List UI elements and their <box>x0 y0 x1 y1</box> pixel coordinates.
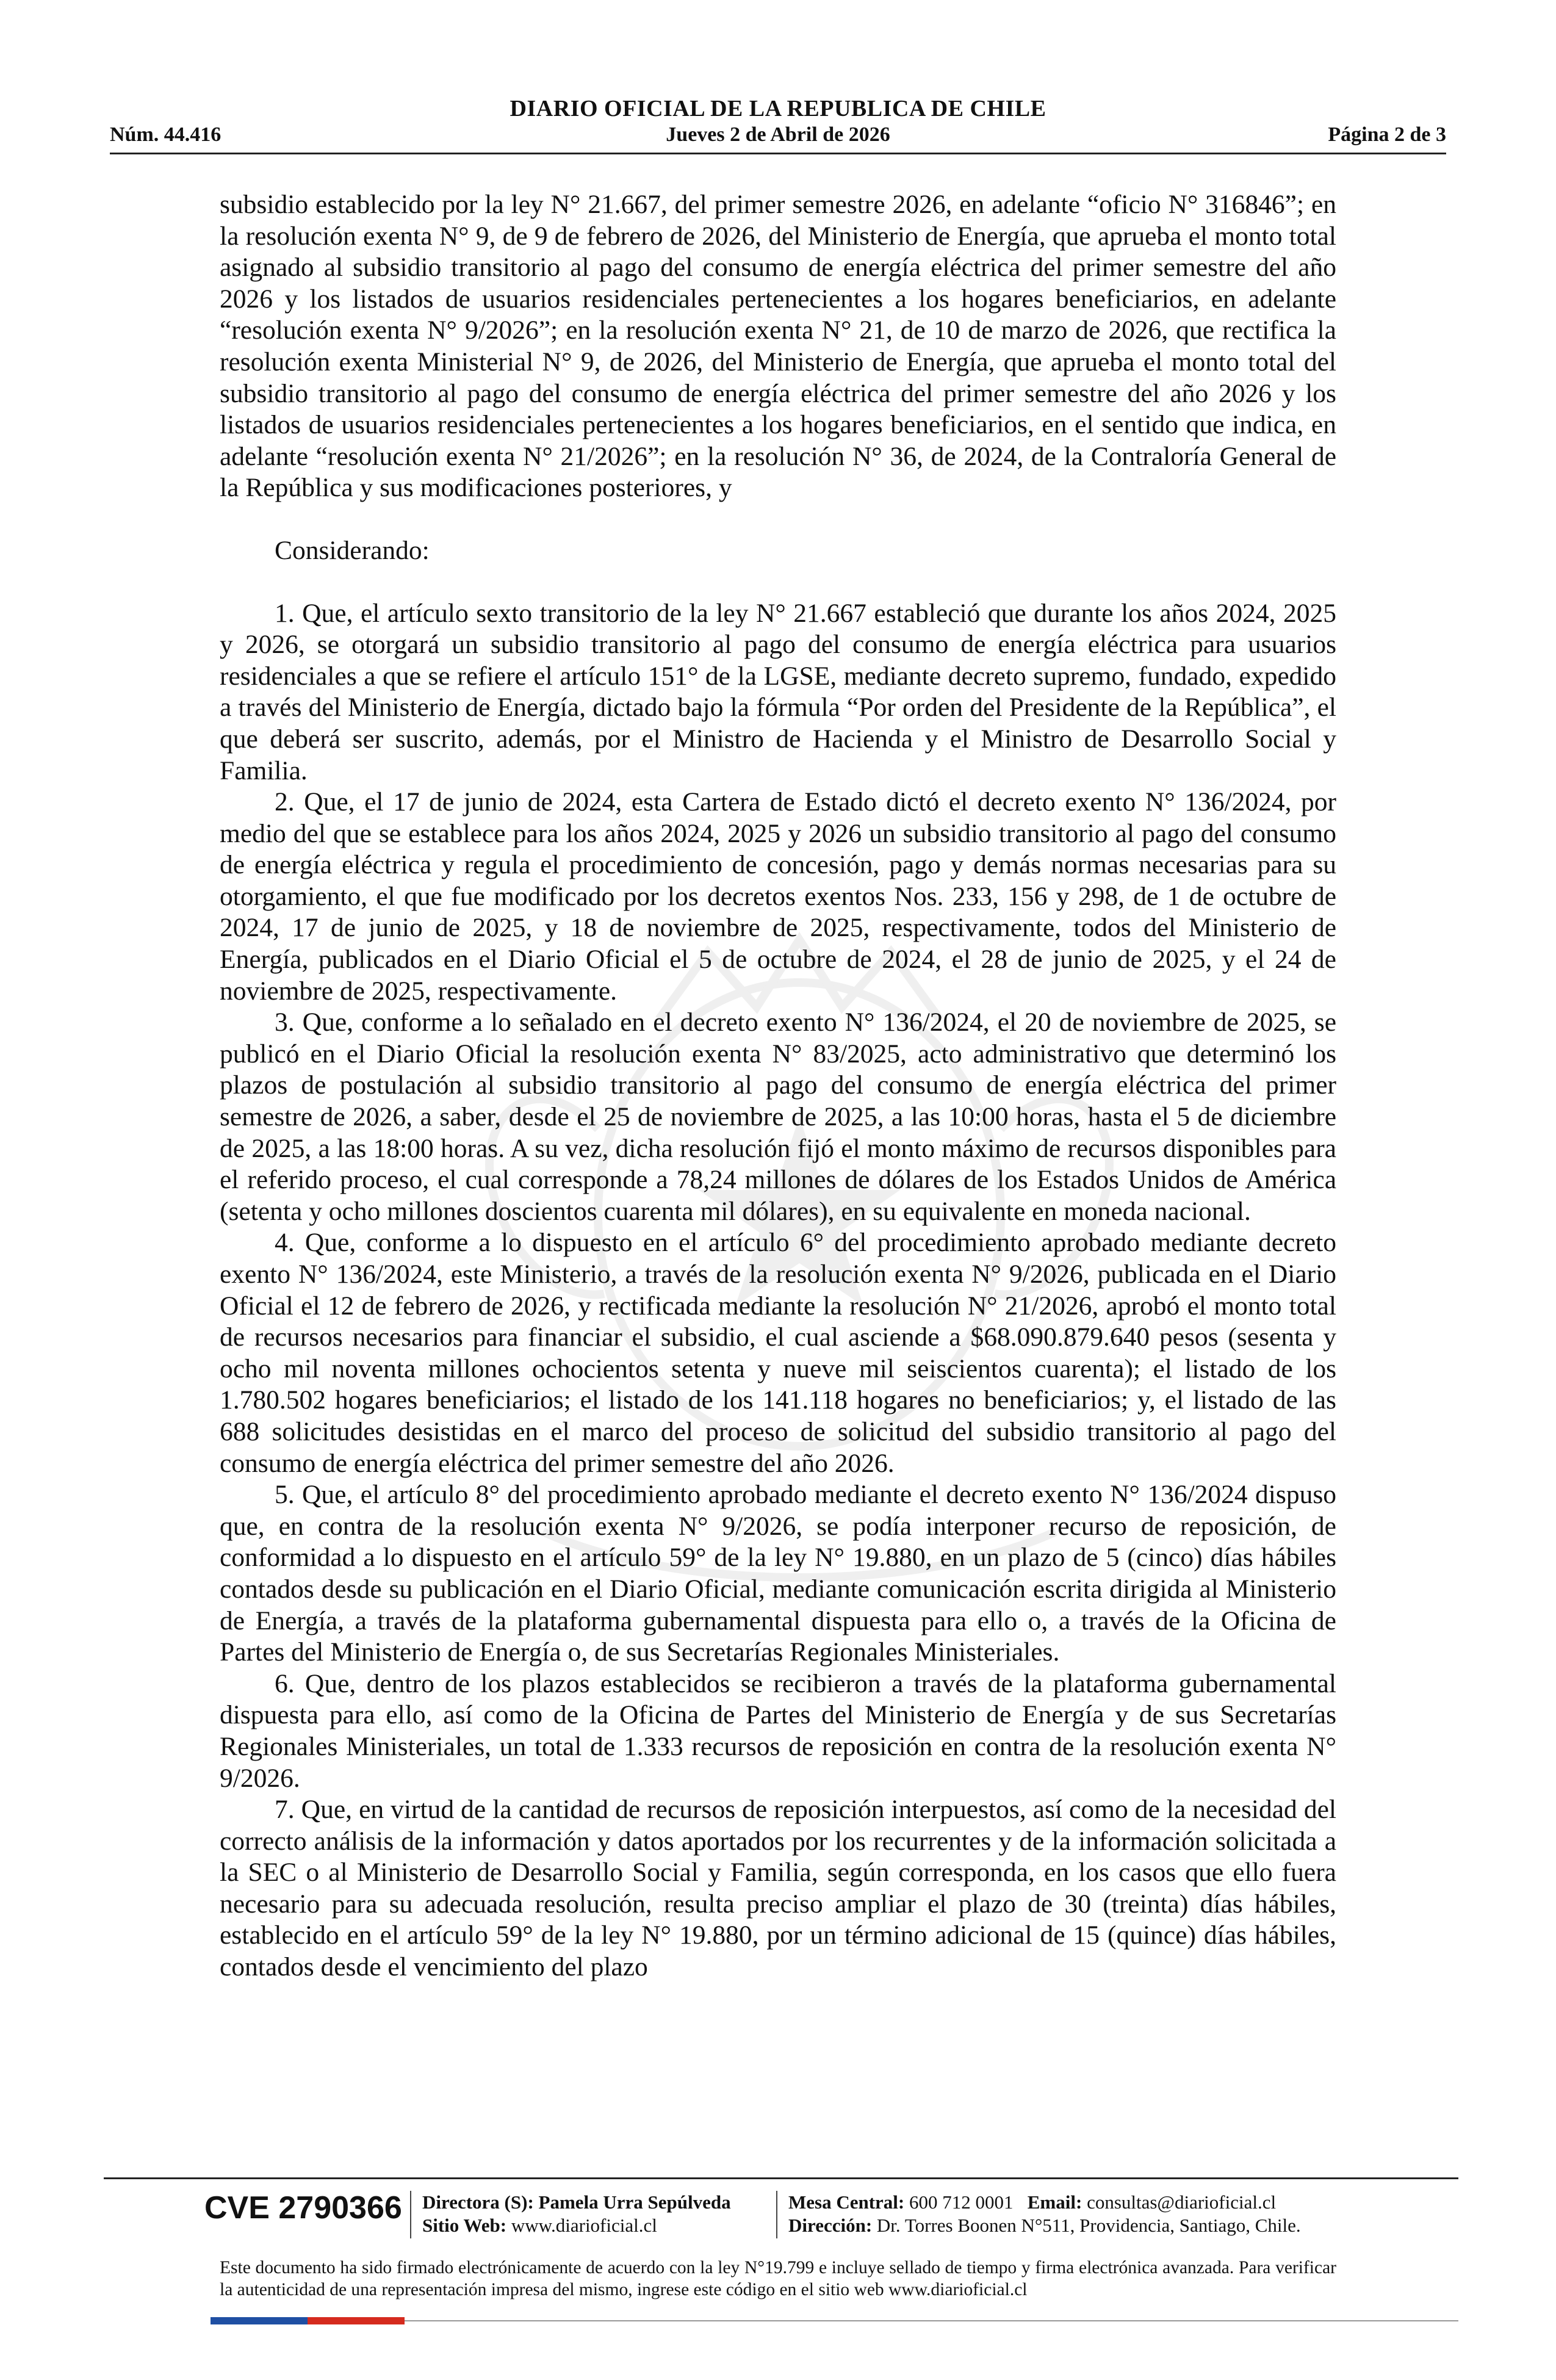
director-label: Directora (S): <box>422 2191 534 2213</box>
intro-paragraph: subsidio establecido por la ley N° 21.667, del primer semestre 2026, en adelante “oficio N° 316846”; en la resolución exenta N° 9, de 9 de febrero de 2026, del Ministerio de Energía, que aprueba el monto total asignado al subsidio transitorio al pago del consumo de energía eléctrica del primer semestre del año 2026 y los listados de usuarios residenciales pertenecientes a los hogares beneficiarios, en adelante “resolución exenta N° 9/2026”; en la resolución exenta N° 21, de 10 de marzo de 2026, que rectifica la resolución exenta Ministerial N° 9, de 2026, del Ministerio de Energía, que aprueba el monto total del subsidio transitorio al pago del consumo de energía eléctrica del primer semestre del año 2026 y los listados de usuarios residenciales pertenecientes a los hogares beneficiarios, en el sentido que indica, en adelante “resolución exenta N° 21/2026”; en la resolución N° 36, de 2024, de la Contraloría General de la República y sus modificaciones posteriores, y <box>220 190 1336 503</box>
footer-bottom-rule <box>405 2320 1458 2321</box>
considerando-item-7: 7. Que, en virtud de la cantidad de recursos de reposición interpuestos, así como de la necesidad del correcto análisis de la información y datos aportados por los recurrentes y de la información solicitada a la SEC o al Ministerio de Desarrollo Social y Familia, según corresponda, en los casos que ello fuera necesario para su adecuada resolución, resulta preciso ampliar el plazo de 30 (treinta) días hábiles, establecido en el artículo 59° de la ley N° 19.880, por un término adicional de 15 (quince) días hábiles, contados desde el vencimiento del plazo <box>220 1795 1336 1982</box>
considerando-item-5: 5. Que, el artículo 8° del procedimiento aprobado mediante el decreto exento N° 136/2024 dispuso que, en contra de la resolución exenta N° 9/2026, se podía interponer recurso de reposición, de conformidad a lo dispuesto en el artículo 59° de la ley N° 19.880, en un plazo de 5 (cinco) días hábiles contados desde su publicación en el Diario Oficial, mediante comunicación escrita dirigida al Ministerio de Energía, a través de la plataforma gubernamental dispuesta para ello o, a través de la Oficina de Partes del Ministerio de Energía o, de sus Secretarías Regionales Ministeriales. <box>220 1480 1336 1667</box>
phone-label: Mesa Central: <box>788 2191 905 2213</box>
website-link[interactable]: www.diarioficial.cl <box>511 2215 657 2236</box>
newspaper-title: DIARIO OFICIAL DE LA REPUBLICA DE CHILE <box>510 96 1046 121</box>
considerando-item-1: 1. Que, el artículo sexto transitorio de la ley N° 21.667 estableció que durante los años 2024, 2025 y 2026, se otorgará un subsidio transitorio al pago del consumo de energía eléctrica para usuarios residenciales a que se refiere el artículo 151° de la LGSE, mediante decreto supremo, fundado, expedido a través del Ministerio de Energía, dictado bajo la fórmula “Por orden del Presidente de la República”, el que deberá ser suscrito, además, por el Ministro de Hacienda y el Ministro de Desarrollo Social y Familia. <box>220 598 1336 785</box>
cve-code: CVE 2790366 <box>204 2190 402 2226</box>
electronic-signature-note: Este documento ha sido firmado electrónicamente de acuerdo con la ley N°19.799 e incluye sellado de tiempo y firma electrónica avanzada. Para verificar la autenticidad de una representación impresa del mismo, ingrese este código en el sitio web www.diarioficial.cl <box>220 2258 1336 2299</box>
considerando-item-6: 6. Que, dentro de los plazos establecidos se recibieron a través de la plataforma gubernamental dispuesta para ello, así como de la Oficina de Partes del Ministerio de Energía y de sus Secretarías Regionales Ministeriales, un total de 1.333 recursos de reposición en contra de la resolución exenta N° 9/2026. <box>220 1668 1336 1793</box>
document-body <box>220 189 1336 1983</box>
footer-contact-block <box>788 2191 1301 2237</box>
address-label: Dirección: <box>788 2215 873 2236</box>
website-label: Sitio Web: <box>422 2215 507 2236</box>
considerando-heading: Considerando: <box>275 535 430 565</box>
footer-separator <box>410 2191 411 2238</box>
footer-director-block <box>422 2191 731 2237</box>
issue-date: Jueves 2 de Abril de 2026 <box>666 123 890 146</box>
flag-blue-segment <box>211 2317 308 2324</box>
email-link[interactable]: consultas@diarioficial.cl <box>1087 2191 1277 2213</box>
footer-separator <box>776 2191 777 2238</box>
considerando-item-3: 3. Que, conforme a lo señalado en el decreto exento N° 136/2024, el 20 de noviembre de 2025, se publicó en el Diario Oficial la resolución exenta N° 83/2025, acto administrativo que determinó los plazos de postulación al subsidio transitorio al pago del consumo de energía eléctrica del primer semestre de 2026, a saber, desde el 25 de noviembre de 2025, a las 10:00 horas, hasta el 5 de diciembre de 2025, a las 18:00 horas. A su vez, dicha resolución fijó el monto máximo de recursos disponibles para el referido proceso, el cual corresponde a 78,24 millones de dólares de los Estados Unidos de América (setenta y ocho millones doscientos cuarenta mil dólares), en su equivalente en moneda nacional. <box>220 1008 1336 1226</box>
issue-number: Núm. 44.416 <box>110 123 222 146</box>
footer-divider <box>104 2177 1458 2179</box>
director-name: Pamela Urra Sepúlveda <box>538 2191 731 2213</box>
considerando-item-4: 4. Que, conforme a lo dispuesto en el artículo 6° del procedimiento aprobado mediante decreto exento N° 136/2024, este Ministerio, a través de la resolución exenta N° 9/2026, publicada en el Diario Oficial el 12 de febrero de 2026, y rectificada mediante la resolución N° 21/2026, aprobó el monto total de recursos necesarios para financiar el subsidio, el cual asciende a $68.090.879.640 pesos (sesenta y ocho mil noventa millones ochocientos setenta y nueve mil seiscientos cuarenta); el listado de los 1.780.502 hogares beneficiarios; el listado de los 141.118 hogares no beneficiarios; y, el listado de las 688 solicitudes desistidas en el marco del proceso de solicitud del subsidio transitorio al pago del consumo de energía eléctrica del primer semestre del año 2026. <box>220 1228 1336 1478</box>
chile-flag-stripe <box>211 2317 405 2324</box>
considerando-item-2: 2. Que, el 17 de junio de 2024, esta Cartera de Estado dictó el decreto exento N° 136/2024, por medio del que se establece para los años 2024, 2025 y 2026 un subsidio transitorio al pago del consumo de energía eléctrica y regula el procedimiento de concesión, pago y demás normas necesarias para su otorgamiento, el que fue modificado por los decretos exentos Nos. 233, 156 y 298, de 1 de octubre de 2024, 17 de junio de 2025, y 18 de noviembre de 2025, respectivamente, todos del Ministerio de Energía, publicados en el Diario Oficial el 5 de octubre de 2024, el 28 de junio de 2025, y el 24 de noviembre de 2025, respectivamente. <box>220 787 1336 1006</box>
page-indicator: Página 2 de 3 <box>1328 123 1446 146</box>
email-label: Email: <box>1027 2191 1082 2213</box>
page-header <box>110 92 1446 154</box>
flag-red-segment <box>308 2317 405 2324</box>
phone-number: 600 712 0001 <box>909 2191 1014 2213</box>
address-text: Dr. Torres Boonen N°511, Providencia, Santiago, Chile. <box>876 2215 1301 2236</box>
